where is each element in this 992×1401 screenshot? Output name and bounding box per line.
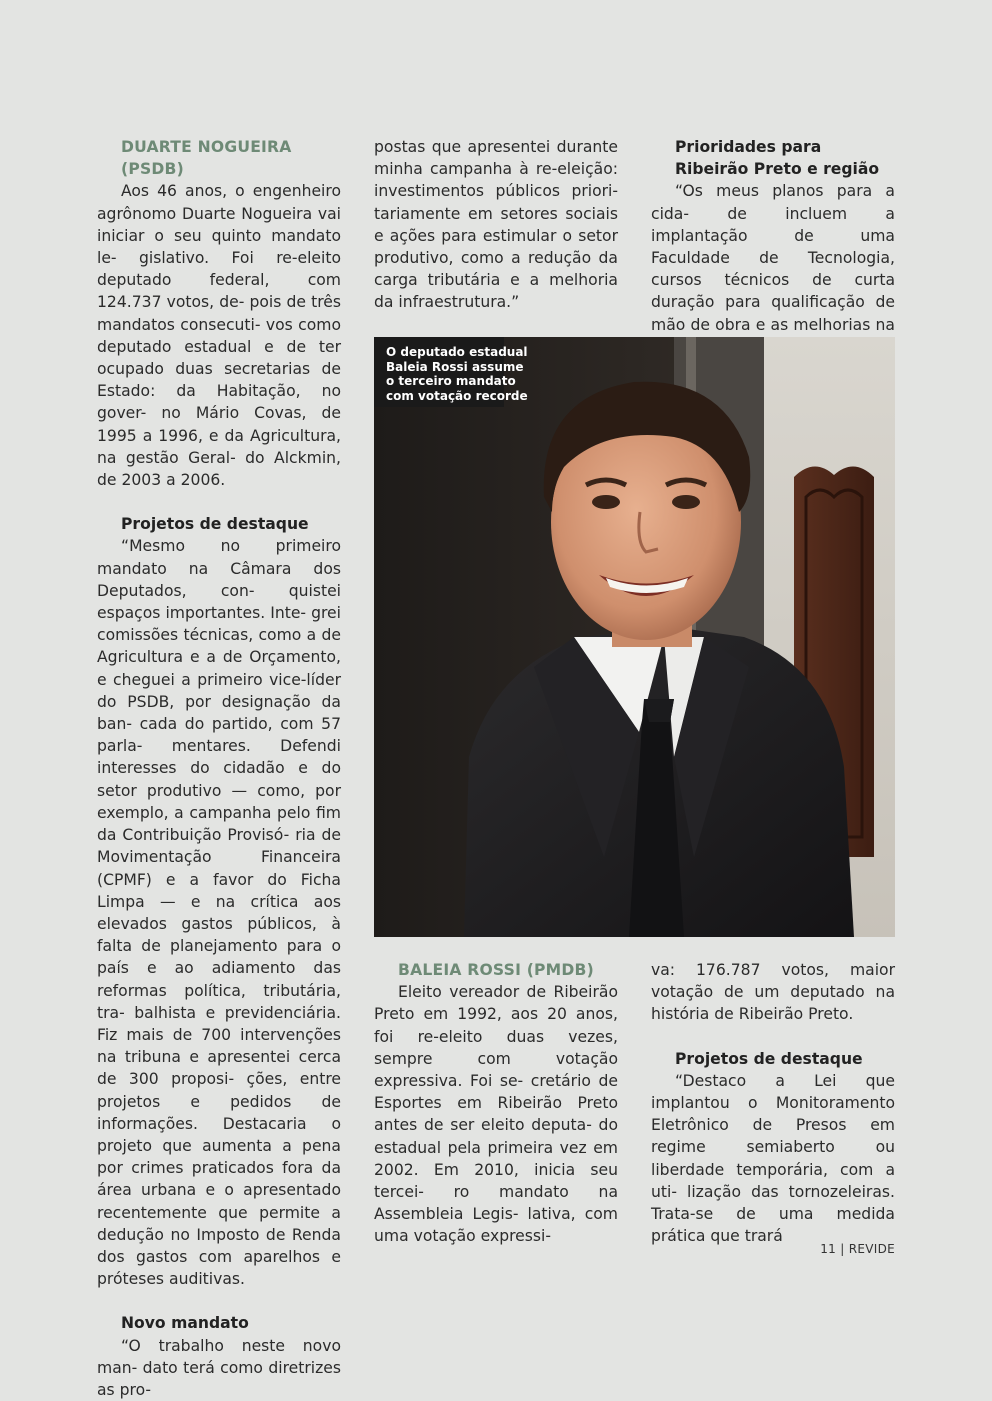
paragraph-votacao: va: 176.787 votos, maior votação de um deputado na história de Ribeirão Preto.: [651, 961, 895, 1024]
portrait-illustration: [374, 337, 895, 937]
subheading-projetos-destaque: Projetos de destaque: [121, 515, 309, 534]
page-number: 11: [820, 1242, 837, 1256]
caption-line: O deputado estadual: [386, 345, 528, 359]
paragraph-prioridades: “Os meus planos para a cida- de incluem a implantação de uma Faculdade de Tecnologia, cursos técnicos de curta duração para qualificação de mão de obra e as melhorias na: [651, 182, 895, 334]
caption-line: Baleia Rossi assume: [386, 359, 524, 374]
portrait-photo: [374, 337, 895, 937]
paragraph-intro: Aos 46 anos, o engenheiro agrônomo Duarte Nogueira vai iniciar o seu quinto mandato le- gislativo. Foi re-eleito deputado federal, com 124.737 votos, de- pois de três mandatos consecuti- vos como deputado estadual e de ter ocupado duas secretarias de Estado: da Habitação, no gover- no Mário Covas, de 1995 a 1996, e da Agricultura, na gestão Geral- do Alckmin, de 2003 a 2006.: [97, 182, 341, 490]
caption-line: o terceiro mandato: [386, 374, 516, 388]
paragraph-projetos-2: “Destaco a Lei que implantou o Monitoramento Eletrônico de Presos em regime semiaberto ou liberdade temporária, com a uti- lização das tornozeleiras. Trata-se de uma medida prática que trará: [651, 1071, 895, 1246]
caption-line: com votação recorde: [386, 388, 528, 403]
paragraph-propostas: postas que apresentei durante minha campanha à re-eleição: investimentos públicos priori- tariamente em setores sociais e ações para estimular o setor produtivo, como a redução da carga tributária e a melhoria da infraestrutura.”: [374, 138, 618, 312]
paragraph-projetos: “Mesmo no primeiro mandato na Câmara dos Deputados, con- quistei espaços importantes. Inte- grei comissões técnicas, como a de Agricultura e a de Orçamento, e cheguei a primeiro vice-líder do PSDB, por designação da ban- cada do partido, com 57 parla- mentares. Defendi interesses do cidadão e do setor produtivo — como, por exemplo, a campanha pelo fim da Contribuição Provisó- ria de Movimentação Financeira (CPMF) e a favor do Ficha Limpa — e na crítica aos elevados gastos públicos, à falta de planejamento para o país e ao adiamento das reformas política, tributária, tra- balhista e previdenciária. Fiz mais de 700 intervenções na tribuna e apresentei cerca de 300 proposi- ções, entre projetos e pedidos de informações. Destacaria o projeto que aumenta a pena por crimes praticados fora da área urbana e o apresentado recentemente que permite a dedução no Imposto de Renda dos gastos com aparelhos e próteses auditivas.: [97, 537, 341, 1289]
subheading-prioridades: Prioridades para Ribeirão Preto e região: [675, 138, 880, 179]
photo-caption: [374, 337, 528, 407]
section-heading-baleia-rossi: BALEIA ROSSI (PMDB): [398, 961, 594, 979]
subheading-projetos-destaque-2: Projetos de destaque: [675, 1049, 863, 1068]
paragraph-novo-mandato: “O trabalho neste novo man- dato terá como diretrizes as pro-: [97, 1336, 341, 1399]
magazine-name: REVIDE: [848, 1242, 895, 1256]
page-footer: [820, 1242, 895, 1256]
column-3-bottom: [651, 959, 895, 1247]
footer-separator: |: [840, 1242, 845, 1256]
column-2-top: [374, 136, 618, 314]
subheading-novo-mandato: Novo mandato: [121, 1314, 249, 1333]
column-1: [97, 136, 341, 1401]
column-2-bottom: [374, 959, 618, 1248]
section-heading-duarte-nogueira: DUARTE NOGUEIRA (PSDB): [121, 138, 292, 179]
column-3-top: [651, 136, 895, 358]
paragraph-baleia-rossi: Eleito vereador de Ribeirão Preto em 1992, aos 20 anos, foi re-eleito duas vezes, sempre com votação expressiva. Foi se- cretário de Esportes em Ribeirão Preto antes de ser eleito deputa- do estadual pela primeira vez em 2002. Em 2010, inicia seu tercei- ro mandato na Assembleia Legis- lativa, com uma votação expressi-: [374, 983, 618, 1246]
